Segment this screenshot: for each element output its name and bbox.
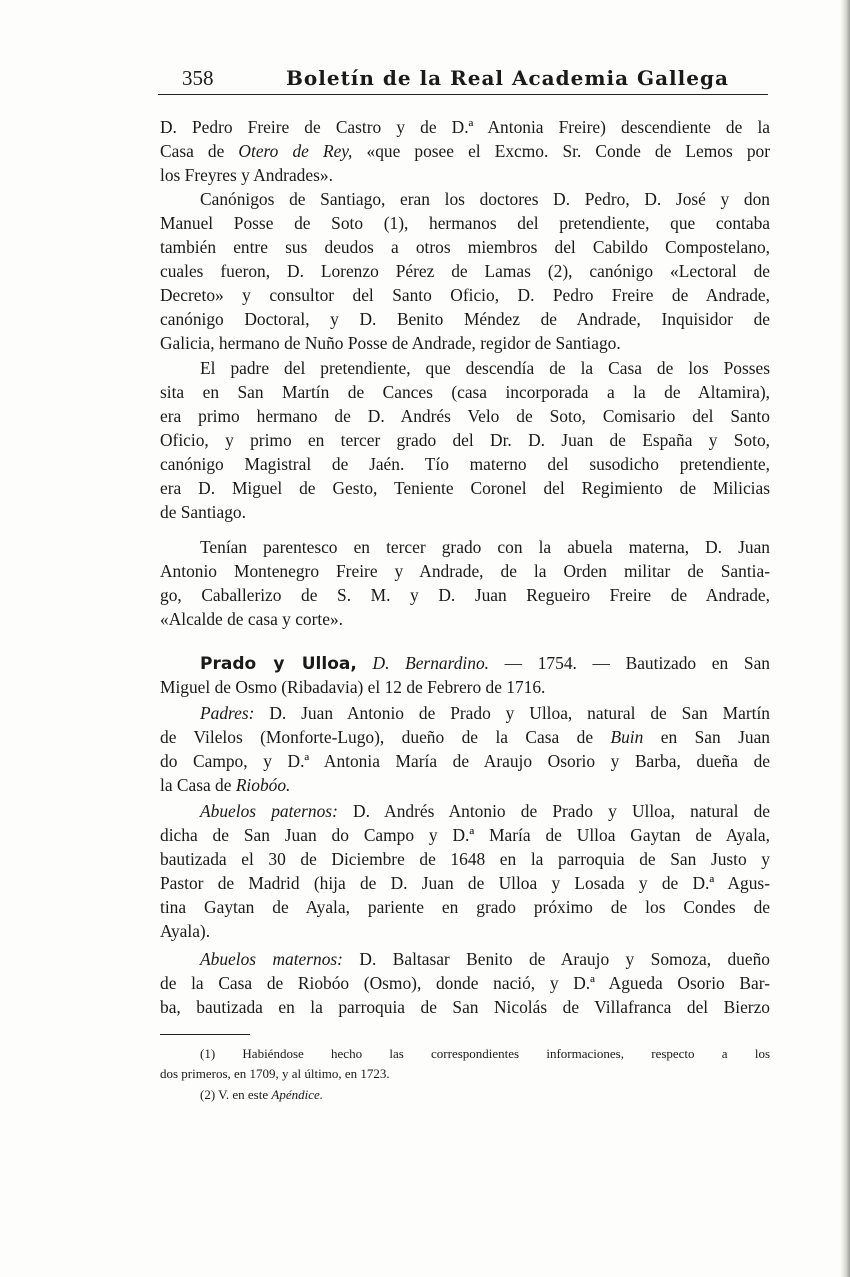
text-line: Antonio Montenegro Freire y Andrade, de la Orden militar de Santia- xyxy=(160,561,770,581)
text-line: Padres: D. Juan Antonio de Prado y Ulloa, natural de San Martín xyxy=(200,703,770,723)
text-line: ba, bautizada en la parroquia de San Nicolás de Villafranca del Bierzo xyxy=(160,997,770,1017)
text-line: Abuelos maternos: D. Baltasar Benito de Araujo y Somoza, dueño xyxy=(200,949,770,969)
entry-heading: Prado y Ulloa, D. Bernardino. — 1754. — Bautizado en San xyxy=(200,653,770,674)
page-number: 358 xyxy=(182,66,214,90)
text-line: de la Casa de Riobóo (Osmo), donde nació, y D.ª Agueda Osorio Bar- xyxy=(160,973,770,993)
text-line: los Freyres y Andrades». xyxy=(160,165,333,185)
text-line: también entre sus deudos a otros miembros del Cabildo Compostelano, xyxy=(160,237,770,257)
text-line: Casa de Otero de Rey, «que posee el Excmo. Sr. Conde de Lemos por xyxy=(160,141,771,161)
text-line: bautizada el 30 de Diciembre de 1648 en la parroquia de San Justo y xyxy=(160,849,770,869)
text-line: Abuelos paternos: D. Andrés Antonio de Prado y Ulloa, natural de xyxy=(200,801,770,821)
running-title: Boletín de la Real Academia Gallega xyxy=(286,66,729,90)
page-header xyxy=(158,62,768,95)
text-line: cuales fueron, D. Lorenzo Pérez de Lamas (2), canónigo «Lectoral de xyxy=(160,261,770,281)
text-line: de Santiago. xyxy=(160,502,246,522)
text-line: D. Pedro Freire de Castro y de D.ª Antonia Freire) descendiente de la xyxy=(160,117,770,137)
text-line: «Alcalde de casa y corte». xyxy=(160,609,343,629)
text-line: dicha de San Juan do Campo y D.ª María de Ulloa Gaytan de Ayala, xyxy=(160,825,770,845)
footnote-2: (2) V. en este Apéndice. xyxy=(200,1087,323,1102)
text-line: canónigo Magistral de Jaén. Tío materno del susodicho pretendiente, xyxy=(160,454,770,474)
entry-surname: Prado y Ulloa, xyxy=(200,654,357,674)
text-line: Decreto» y consultor del Santo Oficio, D. Pedro Freire de Andrade, xyxy=(160,285,770,305)
text-line: Ayala). xyxy=(160,921,211,941)
text-line: de Vilelos (Monforte-Lugo), dueño de la Casa de Buin en San Juan xyxy=(160,727,770,747)
text-line: do Campo, y D.ª Antonia María de Araujo Osorio y Barba, dueña de xyxy=(160,751,770,771)
text-line: Pastor de Madrid (hija de D. Juan de Ulloa y Losada y de D.ª Agus- xyxy=(160,873,770,893)
text-line: Canónigos de Santiago, eran los doctores D. Pedro, D. José y don xyxy=(200,189,770,209)
text-line: Manuel Posse de Soto (1), hermanos del pretendiente, que contaba xyxy=(160,213,770,233)
text-line: Oficio, y primo en tercer grado del Dr. D. Juan de España y Soto, xyxy=(160,430,770,450)
footnote-rule xyxy=(160,1034,250,1035)
text-line: la Casa de Riobóo. xyxy=(160,775,291,795)
footnote-1: (1) Habiéndose hecho las correspondientes informaciones, respecto a los xyxy=(200,1046,770,1061)
text-line: Miguel de Osmo (Ribadavia) el 12 de Febrero de 1716. xyxy=(160,677,546,697)
text-line: era primo hermano de D. Andrés Velo de Soto, Comisario del Santo xyxy=(160,406,770,426)
text-line: Tenían parentesco en tercer grado con la abuela materna, D. Juan xyxy=(200,537,770,557)
text-line: go, Caballerizo de S. M. y D. Juan Regueiro Freire de Andrade, xyxy=(160,585,770,605)
text-line: Galicia, hermano de Nuño Posse de Andrade, regidor de Santiago. xyxy=(160,333,621,353)
text-line: tina Gaytan de Ayala, pariente en grado próximo de los Condes de xyxy=(160,897,770,917)
page-edge-shadow xyxy=(840,0,850,1277)
text-line: El padre del pretendiente, que descendía de la Casa de los Posses xyxy=(200,358,770,378)
text-line: sita en San Martín de Cances (casa incorporada a la de Altamira), xyxy=(160,382,770,402)
text-line: canónigo Doctoral, y D. Benito Méndez de Andrade, Inquisidor de xyxy=(160,309,770,329)
text-line: era D. Miguel de Gesto, Teniente Coronel del Regimiento de Milicias xyxy=(160,478,770,498)
footnote-1-cont: dos primeros, en 1709, y al último, en 1723. xyxy=(160,1066,390,1081)
